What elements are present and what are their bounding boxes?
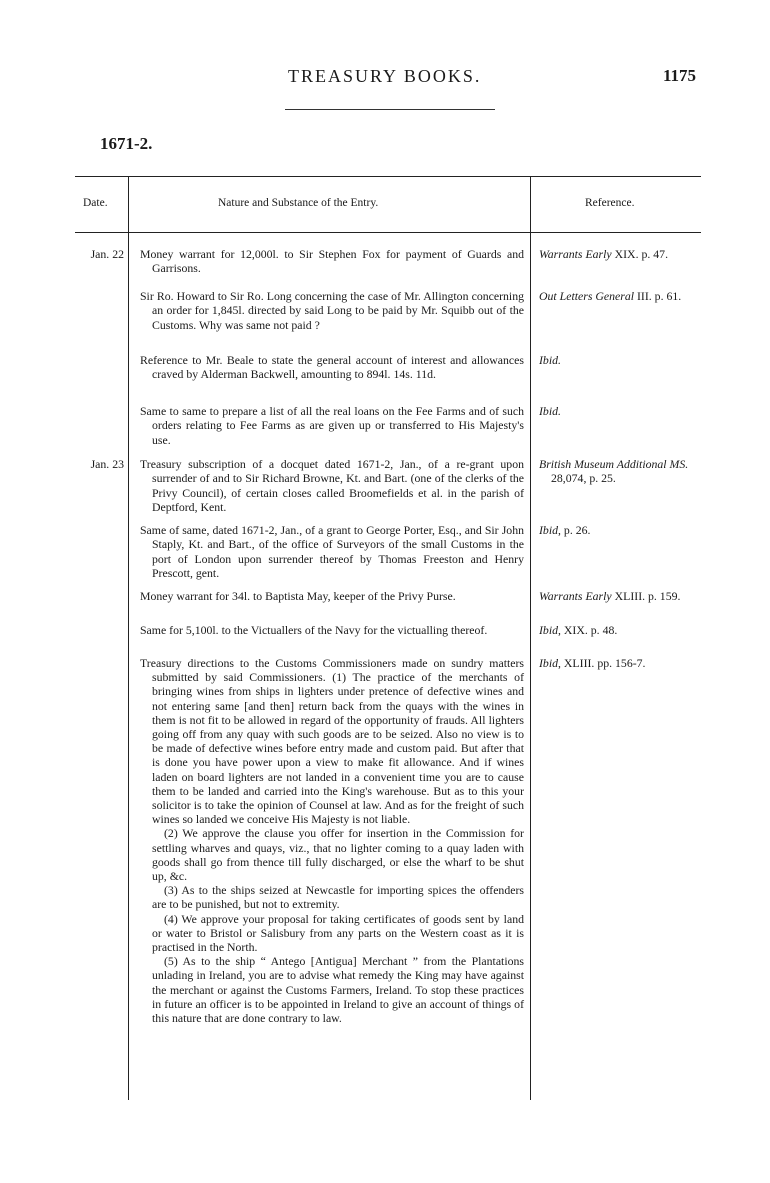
reference-title: British Museum Additional MS. [539,457,689,471]
reference-title: Out Letters General [539,289,635,303]
entry-text [140,353,524,382]
entry-text [140,656,524,1025]
entry-subparagraph: (5) As to the ship “ Antego [Antigua] Merchant ” from the Plantations unlading in Ireland, you are to advise what remedy the King may have against the merchant or against the Customs Farmers, Ireland. To stop these practices in future an officer is to be appointed in Ireland to give an account of things of this nature that are done contrary to law. [152,954,524,1026]
entry-subparagraph: (4) We approve your proposal for taking certificates of goods sent by land or water to Bristol or Salisbury from any parts on the Western coast as it is practised in the North. [152,911,524,955]
reference-detail: XLIII. p. 159. [611,589,681,603]
entry-text [140,457,524,515]
entry-reference [539,247,709,261]
entry-paragraph: Reference to Mr. Beale to state the general account of interest and allowances craved by Alderman Backwell, amounting to 894l. 14s. 11d. [140,353,524,382]
reference-title: Ibid [539,656,559,670]
table-top-rule [75,176,701,177]
header-rule [285,109,495,110]
reference-title: Ibid. [539,353,561,367]
table-header-rule [75,232,701,233]
entry-reference [539,623,709,637]
entry-text [140,523,524,581]
column-divider-left [128,176,129,1100]
entry-text [140,404,524,447]
entry-reference [539,589,709,603]
entry-date: Jan. 22 [90,247,124,261]
entry-text [140,247,524,276]
entry-paragraph: Money warrant for 12,000l. to Sir Stephen Fox for payment of Guards and Garrisons. [140,247,524,276]
entry-reference [539,523,709,537]
column-divider-right [530,176,531,1100]
entry-reference [539,404,709,418]
entry-paragraph: Same to same to prepare a list of all the real loans on the Fee Farms and of such orders relating to Fee Farms as are given up or transferred to His Majesty's use. [140,404,524,447]
entry-paragraph: Money warrant for 34l. to Baptista May, keeper of the Privy Purse. [140,589,456,603]
reference-title: Warrants Early [539,589,612,603]
entry-reference [539,457,709,486]
running-title: TREASURY BOOKS. [288,66,482,86]
page-number: 1175 [662,66,696,85]
entry-paragraph: Same for 5,100l. to the Victuallers of the Navy for the victualling thereof. [140,623,488,637]
column-header-date: Date. [83,197,108,209]
entry-reference [539,289,709,303]
running-head [0,66,770,90]
reference-title: Warrants Early [539,247,612,261]
reference-detail: 28,074, p. 25. [551,471,616,486]
entry-subparagraph: (3) As to the ships seized at Newcastle for importing spices the offenders are to be punished, but not to extremity. [152,883,524,912]
reference-detail: , p. 26. [558,523,591,537]
column-header-reference: Reference. [585,197,635,209]
entry-paragraph: Same of same, dated 1671-2, Jan., of a grant to George Porter, Esq., and Sir John Staply, Kt. and Bart., of the office of Surveyors of the small Customs in the port of London upon surrender thereof by Thomas Freeston and Henry Prescott, gent. [140,523,524,581]
entry-text [140,589,524,603]
entry-paragraph: Sir Ro. Howard to Sir Ro. Long concerning the case of Mr. Allington concerning an order for 1,845l. directed by said Long to be paid by Mr. Squibb out of the Customs. Why was same not paid ? [140,289,524,332]
column-header-nature: Nature and Substance of the Entry. [218,197,379,209]
reference-detail: , XLIII. pp. 156-7. [558,656,646,670]
entry-paragraph: Treasury subscription of a docquet dated 1671-2, Jan., of a re-grant upon surrender of and to Sir Richard Browne, Kt. and Bart. (one of the clerks of the Privy Council), of certain closes called Broomefields et al. in the parish of Deptford, Kent. [140,457,524,515]
entry-paragraph: Treasury directions to the Customs Commissioners made on sundry matters submitted by said Commissioners. (1) The practice of the merchants of bringing wines from ships in lighters under pretence of defective wines and not entering same [and then] return back from the quays with the wines in them is not fit to be allowed in regard of the opportunity of frauds. All lighters going off from any quay with such goods are to be seized. Also no view is to be made of defective wines before entry made and custom paid. But after that is done you have power upon a view to make fit allowance. And if wines laden on board lighters are not landed in a convenient time you are to cause them to be landed and carried into the King's warehouse. But as to this your solicitor is to take the opinion of Counsel at law. And as for the freight of such wines so landed we conceive His Majesty is not liable. [140,656,524,827]
entry-text [140,289,524,332]
reference-title: Ibid. [539,404,561,418]
reference-detail: , XIX. p. 48. [558,623,618,637]
reference-title: Ibid [539,523,559,537]
year-heading: 1671-2. [100,134,153,153]
entry-text [140,623,524,637]
entry-reference [539,353,709,367]
entry-subparagraph: (2) We approve the clause you offer for insertion in the Commission for settling wharves and quays, viz., that no lighter coming to a quay laden with goods shall go from thence till fully discharged, or else the wharf to be shut up, &c. [152,826,524,884]
reference-title: Ibid [539,623,559,637]
entry-reference [539,656,709,670]
reference-detail: III. p. 61. [634,289,682,303]
reference-detail: XIX. p. 47. [611,247,669,261]
entry-date: Jan. 23 [90,457,124,471]
